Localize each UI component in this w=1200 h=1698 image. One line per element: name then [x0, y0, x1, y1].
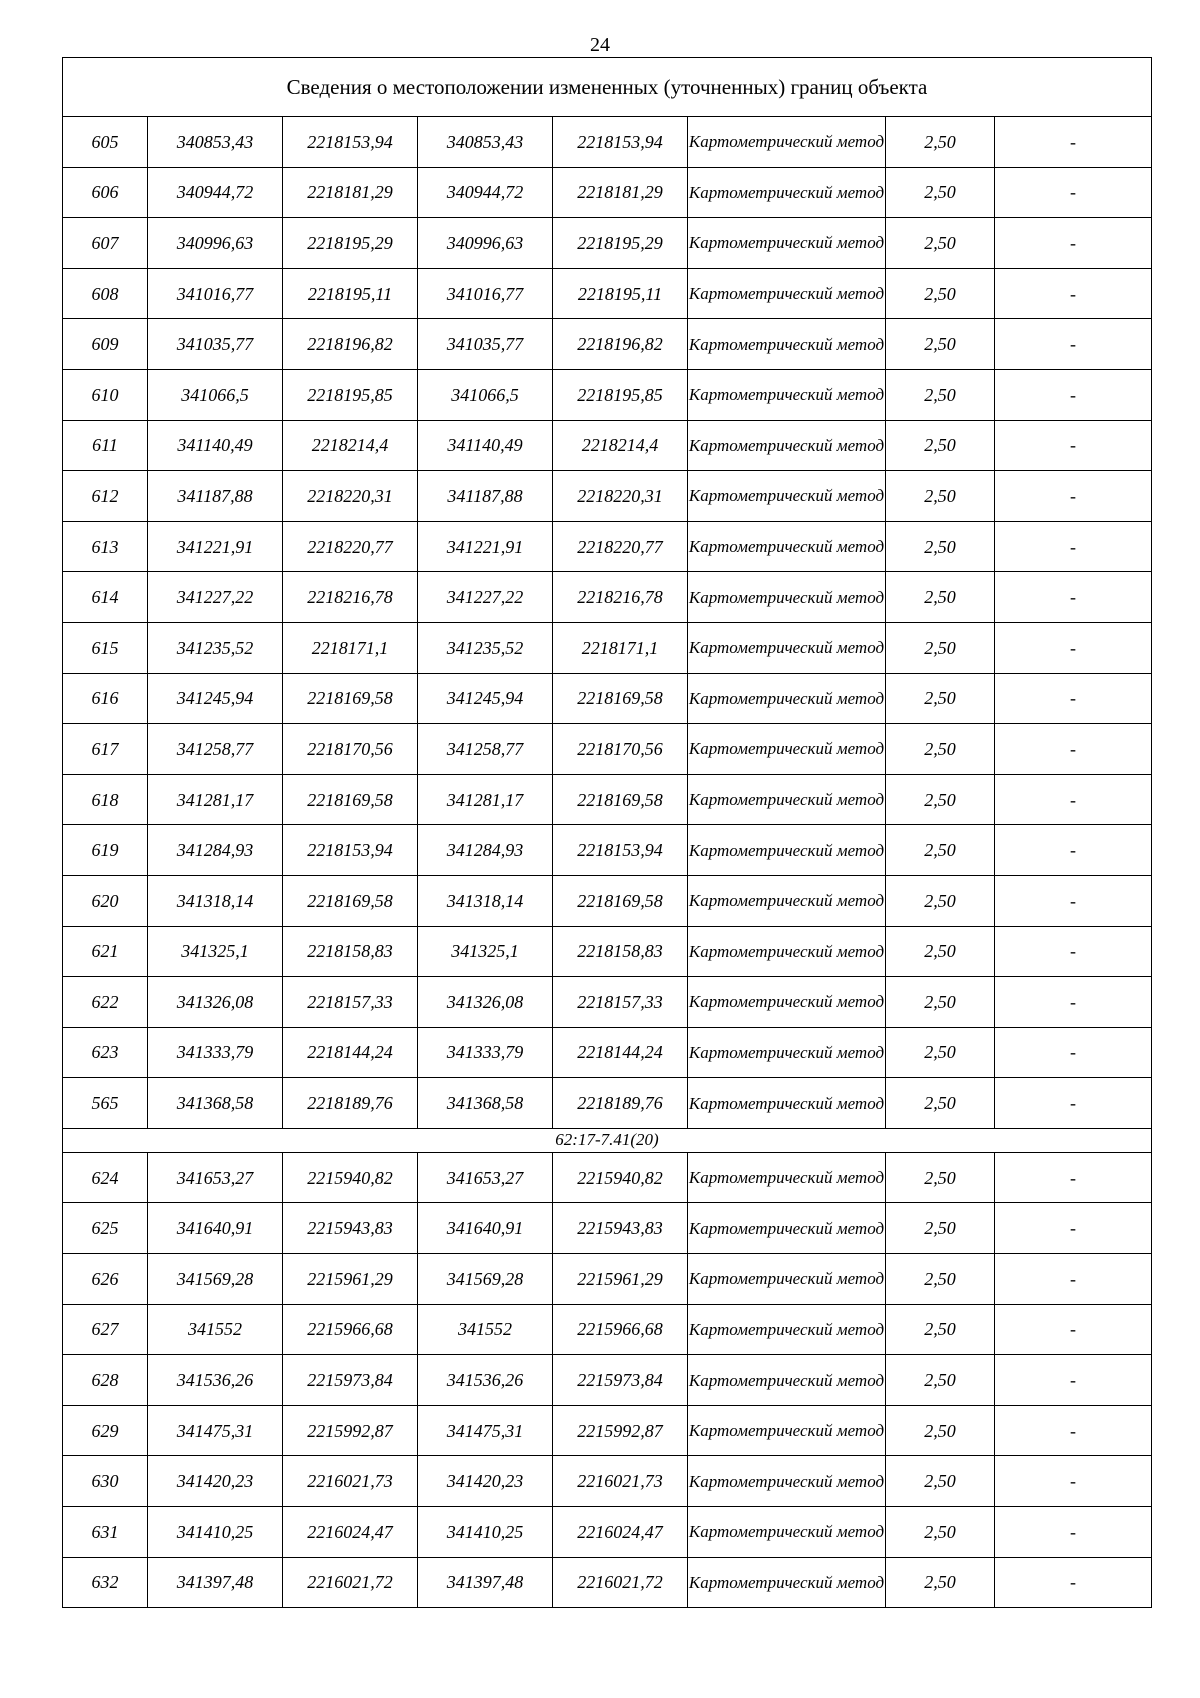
existing-y-cell: 2218158,83 — [283, 926, 418, 977]
accuracy-cell: 2,50 — [886, 875, 995, 926]
new-x-cell: 341281,17 — [418, 774, 553, 825]
note-cell: - — [995, 319, 1152, 370]
table-row — [63, 471, 1152, 522]
method-cell: Картометрический метод — [688, 1203, 886, 1254]
accuracy-cell: 2,50 — [886, 268, 995, 319]
accuracy-cell: 2,50 — [886, 724, 995, 775]
accuracy-cell: 2,50 — [886, 825, 995, 876]
point-number-cell: 625 — [63, 1203, 148, 1254]
method-cell: Картометрический метод — [688, 1027, 886, 1078]
method-cell: Картометрический метод — [688, 774, 886, 825]
note-cell: - — [995, 1304, 1152, 1355]
point-number-cell: 615 — [63, 622, 148, 673]
table-row — [63, 825, 1152, 876]
table-row — [63, 875, 1152, 926]
note-cell: - — [995, 268, 1152, 319]
note-cell: - — [995, 369, 1152, 420]
note-cell: - — [995, 521, 1152, 572]
new-x-cell: 341016,77 — [418, 268, 553, 319]
existing-y-cell: 2215966,68 — [283, 1304, 418, 1355]
existing-y-cell: 2218169,58 — [283, 673, 418, 724]
new-x-cell: 341410,25 — [418, 1507, 553, 1558]
new-y-cell: 2218153,94 — [553, 117, 688, 168]
method-cell: Картометрический метод — [688, 622, 886, 673]
method-cell: Картометрический метод — [688, 1078, 886, 1129]
existing-x-cell: 340996,63 — [148, 218, 283, 269]
accuracy-cell: 2,50 — [886, 1078, 995, 1129]
existing-x-cell: 341227,22 — [148, 572, 283, 623]
table-row — [63, 774, 1152, 825]
new-x-cell: 341368,58 — [418, 1078, 553, 1129]
accuracy-cell: 2,50 — [886, 167, 995, 218]
method-cell: Картометрический метод — [688, 1304, 886, 1355]
existing-y-cell: 2218220,31 — [283, 471, 418, 522]
note-cell: - — [995, 724, 1152, 775]
new-y-cell: 2218189,76 — [553, 1078, 688, 1129]
accuracy-cell: 2,50 — [886, 622, 995, 673]
existing-x-cell: 341333,79 — [148, 1027, 283, 1078]
new-y-cell: 2218153,94 — [553, 825, 688, 876]
note-cell: - — [995, 1355, 1152, 1406]
note-cell: - — [995, 117, 1152, 168]
method-cell: Картометрический метод — [688, 875, 886, 926]
accuracy-cell: 2,50 — [886, 1557, 995, 1608]
point-number-cell: 627 — [63, 1304, 148, 1355]
note-cell: - — [995, 622, 1152, 673]
point-number-cell: 631 — [63, 1507, 148, 1558]
new-y-cell: 2218220,31 — [553, 471, 688, 522]
existing-x-cell: 341368,58 — [148, 1078, 283, 1129]
new-y-cell: 2215943,83 — [553, 1203, 688, 1254]
existing-x-cell: 341326,08 — [148, 977, 283, 1028]
accuracy-cell: 2,50 — [886, 117, 995, 168]
new-x-cell: 341284,93 — [418, 825, 553, 876]
new-y-cell: 2216021,73 — [553, 1456, 688, 1507]
point-number-cell: 626 — [63, 1254, 148, 1305]
new-x-cell: 340944,72 — [418, 167, 553, 218]
new-y-cell: 2218169,58 — [553, 673, 688, 724]
point-number-cell: 628 — [63, 1355, 148, 1406]
method-cell: Картометрический метод — [688, 218, 886, 269]
accuracy-cell: 2,50 — [886, 1254, 995, 1305]
new-y-cell: 2215992,87 — [553, 1405, 688, 1456]
point-number-cell: 623 — [63, 1027, 148, 1078]
existing-y-cell: 2215992,87 — [283, 1405, 418, 1456]
existing-y-cell: 2218220,77 — [283, 521, 418, 572]
table-row — [63, 369, 1152, 420]
point-number-cell: 611 — [63, 420, 148, 471]
existing-x-cell: 341245,94 — [148, 673, 283, 724]
new-x-cell: 341653,27 — [418, 1152, 553, 1203]
table-row — [63, 572, 1152, 623]
existing-x-cell: 341258,77 — [148, 724, 283, 775]
new-x-cell: 341221,91 — [418, 521, 553, 572]
method-cell: Картометрический метод — [688, 1507, 886, 1558]
table-row — [63, 1027, 1152, 1078]
table-row — [63, 1254, 1152, 1305]
note-cell: - — [995, 926, 1152, 977]
existing-y-cell: 2218195,11 — [283, 268, 418, 319]
method-cell: Картометрический метод — [688, 369, 886, 420]
method-cell: Картометрический метод — [688, 521, 886, 572]
existing-x-cell: 341640,91 — [148, 1203, 283, 1254]
new-y-cell: 2216024,47 — [553, 1507, 688, 1558]
existing-y-cell: 2215943,83 — [283, 1203, 418, 1254]
point-number-cell: 605 — [63, 117, 148, 168]
new-y-cell: 2216021,72 — [553, 1557, 688, 1608]
existing-y-cell: 2218195,29 — [283, 218, 418, 269]
note-cell: - — [995, 977, 1152, 1028]
point-number-cell: 618 — [63, 774, 148, 825]
point-number-cell: 632 — [63, 1557, 148, 1608]
existing-x-cell: 341475,31 — [148, 1405, 283, 1456]
method-cell: Картометрический метод — [688, 1557, 886, 1608]
point-number-cell: 610 — [63, 369, 148, 420]
point-number-cell: 613 — [63, 521, 148, 572]
existing-y-cell: 2218181,29 — [283, 167, 418, 218]
accuracy-cell: 2,50 — [886, 572, 995, 623]
existing-x-cell: 341410,25 — [148, 1507, 283, 1558]
new-x-cell: 341066,5 — [418, 369, 553, 420]
existing-x-cell: 341281,17 — [148, 774, 283, 825]
accuracy-cell: 2,50 — [886, 926, 995, 977]
existing-y-cell: 2216024,47 — [283, 1507, 418, 1558]
note-cell: - — [995, 471, 1152, 522]
note-cell: - — [995, 875, 1152, 926]
new-x-cell: 341536,26 — [418, 1355, 553, 1406]
existing-x-cell: 341035,77 — [148, 319, 283, 370]
existing-x-cell: 341016,77 — [148, 268, 283, 319]
new-y-cell: 2218144,24 — [553, 1027, 688, 1078]
note-cell: - — [995, 1456, 1152, 1507]
new-x-cell: 341552 — [418, 1304, 553, 1355]
note-cell: - — [995, 825, 1152, 876]
accuracy-cell: 2,50 — [886, 319, 995, 370]
existing-y-cell: 2215973,84 — [283, 1355, 418, 1406]
point-number-cell: 630 — [63, 1456, 148, 1507]
accuracy-cell: 2,50 — [886, 977, 995, 1028]
existing-y-cell: 2218153,94 — [283, 117, 418, 168]
note-cell: - — [995, 420, 1152, 471]
table-title-row — [63, 58, 1152, 117]
existing-y-cell: 2216021,72 — [283, 1557, 418, 1608]
existing-x-cell: 341284,93 — [148, 825, 283, 876]
table-title: Сведения о местоположении измененных (уточненных) границ объекта — [63, 58, 1152, 117]
new-x-cell: 341333,79 — [418, 1027, 553, 1078]
accuracy-cell: 2,50 — [886, 774, 995, 825]
new-x-cell: 341227,22 — [418, 572, 553, 623]
existing-x-cell: 341235,52 — [148, 622, 283, 673]
new-x-cell: 341035,77 — [418, 319, 553, 370]
note-cell: - — [995, 1254, 1152, 1305]
existing-x-cell: 341420,23 — [148, 1456, 283, 1507]
new-x-cell: 341475,31 — [418, 1405, 553, 1456]
table-row — [63, 1507, 1152, 1558]
new-x-cell: 341245,94 — [418, 673, 553, 724]
new-y-cell: 2218171,1 — [553, 622, 688, 673]
method-cell: Картометрический метод — [688, 1152, 886, 1203]
method-cell: Картометрический метод — [688, 926, 886, 977]
table-row — [63, 724, 1152, 775]
new-y-cell: 2218169,58 — [553, 875, 688, 926]
note-cell: - — [995, 1078, 1152, 1129]
new-x-cell: 341187,88 — [418, 471, 553, 522]
point-number-cell: 620 — [63, 875, 148, 926]
table-row — [63, 218, 1152, 269]
accuracy-cell: 2,50 — [886, 1355, 995, 1406]
existing-x-cell: 341397,48 — [148, 1557, 283, 1608]
boundary-coordinates-table — [62, 57, 1152, 1608]
point-number-cell: 621 — [63, 926, 148, 977]
page-number: 24 — [590, 34, 610, 56]
existing-y-cell: 2218157,33 — [283, 977, 418, 1028]
table-row — [63, 1355, 1152, 1406]
new-x-cell: 340996,63 — [418, 218, 553, 269]
method-cell: Картометрический метод — [688, 977, 886, 1028]
existing-x-cell: 341140,49 — [148, 420, 283, 471]
method-cell: Картометрический метод — [688, 572, 886, 623]
existing-x-cell: 341325,1 — [148, 926, 283, 977]
new-y-cell: 2218157,33 — [553, 977, 688, 1028]
existing-y-cell: 2218171,1 — [283, 622, 418, 673]
note-cell: - — [995, 1027, 1152, 1078]
existing-y-cell: 2218195,85 — [283, 369, 418, 420]
table-row — [63, 1203, 1152, 1254]
point-number-cell: 617 — [63, 724, 148, 775]
accuracy-cell: 2,50 — [886, 1152, 995, 1203]
new-y-cell: 2218195,29 — [553, 218, 688, 269]
existing-y-cell: 2215940,82 — [283, 1152, 418, 1203]
method-cell: Картометрический метод — [688, 117, 886, 168]
existing-y-cell: 2218170,56 — [283, 724, 418, 775]
point-number-cell: 616 — [63, 673, 148, 724]
new-x-cell: 340853,43 — [418, 117, 553, 168]
point-number-cell: 624 — [63, 1152, 148, 1203]
point-number-cell: 612 — [63, 471, 148, 522]
method-cell: Картометрический метод — [688, 471, 886, 522]
new-x-cell: 341258,77 — [418, 724, 553, 775]
new-x-cell: 341326,08 — [418, 977, 553, 1028]
table-row — [63, 622, 1152, 673]
new-x-cell: 341569,28 — [418, 1254, 553, 1305]
point-number-cell: 622 — [63, 977, 148, 1028]
note-cell: - — [995, 167, 1152, 218]
accuracy-cell: 2,50 — [886, 1027, 995, 1078]
table-row — [63, 926, 1152, 977]
new-y-cell: 2215940,82 — [553, 1152, 688, 1203]
method-cell: Картометрический метод — [688, 1254, 886, 1305]
new-x-cell: 341420,23 — [418, 1456, 553, 1507]
new-y-cell: 2218158,83 — [553, 926, 688, 977]
method-cell: Картометрический метод — [688, 1355, 886, 1406]
method-cell: Картометрический метод — [688, 825, 886, 876]
new-x-cell: 341318,14 — [418, 875, 553, 926]
existing-x-cell: 341187,88 — [148, 471, 283, 522]
new-y-cell: 2218195,11 — [553, 268, 688, 319]
table-row — [63, 1152, 1152, 1203]
accuracy-cell: 2,50 — [886, 1304, 995, 1355]
accuracy-cell: 2,50 — [886, 1507, 995, 1558]
existing-y-cell: 2215961,29 — [283, 1254, 418, 1305]
existing-x-cell: 341552 — [148, 1304, 283, 1355]
new-x-cell: 341397,48 — [418, 1557, 553, 1608]
note-cell: - — [995, 1203, 1152, 1254]
new-y-cell: 2218195,85 — [553, 369, 688, 420]
table-row — [63, 1304, 1152, 1355]
accuracy-cell: 2,50 — [886, 218, 995, 269]
point-number-cell: 609 — [63, 319, 148, 370]
table-row — [63, 167, 1152, 218]
point-number-cell: 565 — [63, 1078, 148, 1129]
table-row — [63, 1456, 1152, 1507]
method-cell: Картометрический метод — [688, 673, 886, 724]
method-cell: Картометрический метод — [688, 1456, 886, 1507]
new-x-cell: 341325,1 — [418, 926, 553, 977]
new-y-cell: 2215973,84 — [553, 1355, 688, 1406]
method-cell: Картометрический метод — [688, 1405, 886, 1456]
existing-y-cell: 2218196,82 — [283, 319, 418, 370]
point-number-cell: 614 — [63, 572, 148, 623]
new-y-cell: 2218196,82 — [553, 319, 688, 370]
accuracy-cell: 2,50 — [886, 673, 995, 724]
accuracy-cell: 2,50 — [886, 471, 995, 522]
existing-x-cell: 340853,43 — [148, 117, 283, 168]
table-row — [63, 977, 1152, 1028]
method-cell: Картометрический метод — [688, 319, 886, 370]
existing-x-cell: 341221,91 — [148, 521, 283, 572]
table-row — [63, 420, 1152, 471]
existing-y-cell: 2216021,73 — [283, 1456, 418, 1507]
method-cell: Картометрический метод — [688, 724, 886, 775]
point-number-cell: 606 — [63, 167, 148, 218]
existing-x-cell: 341569,28 — [148, 1254, 283, 1305]
new-y-cell: 2218181,29 — [553, 167, 688, 218]
note-cell: - — [995, 673, 1152, 724]
new-x-cell: 341140,49 — [418, 420, 553, 471]
note-cell: - — [995, 774, 1152, 825]
accuracy-cell: 2,50 — [886, 1456, 995, 1507]
table-row — [63, 117, 1152, 168]
note-cell: - — [995, 572, 1152, 623]
point-number-cell: 619 — [63, 825, 148, 876]
method-cell: Картометрический метод — [688, 420, 886, 471]
point-number-cell: 629 — [63, 1405, 148, 1456]
accuracy-cell: 2,50 — [886, 369, 995, 420]
note-cell: - — [995, 1405, 1152, 1456]
existing-y-cell: 2218169,58 — [283, 875, 418, 926]
new-y-cell: 2218169,58 — [553, 774, 688, 825]
new-y-cell: 2215961,29 — [553, 1254, 688, 1305]
accuracy-cell: 2,50 — [886, 420, 995, 471]
table-row — [63, 268, 1152, 319]
new-y-cell: 2215966,68 — [553, 1304, 688, 1355]
point-number-cell: 608 — [63, 268, 148, 319]
existing-y-cell: 2218216,78 — [283, 572, 418, 623]
existing-x-cell: 340944,72 — [148, 167, 283, 218]
table-row — [63, 319, 1152, 370]
table-row — [63, 673, 1152, 724]
table-row — [63, 1557, 1152, 1608]
note-cell: - — [995, 1152, 1152, 1203]
accuracy-cell: 2,50 — [886, 521, 995, 572]
existing-y-cell: 2218189,76 — [283, 1078, 418, 1129]
existing-x-cell: 341653,27 — [148, 1152, 283, 1203]
accuracy-cell: 2,50 — [886, 1203, 995, 1254]
table-row — [63, 521, 1152, 572]
section-header-row — [63, 1128, 1152, 1152]
existing-y-cell: 2218169,58 — [283, 774, 418, 825]
accuracy-cell: 2,50 — [886, 1405, 995, 1456]
existing-x-cell: 341066,5 — [148, 369, 283, 420]
new-x-cell: 341235,52 — [418, 622, 553, 673]
note-cell: - — [995, 218, 1152, 269]
table-row — [63, 1078, 1152, 1129]
existing-x-cell: 341536,26 — [148, 1355, 283, 1406]
existing-y-cell: 2218144,24 — [283, 1027, 418, 1078]
note-cell: - — [995, 1557, 1152, 1608]
table-row — [63, 1405, 1152, 1456]
new-y-cell: 2218216,78 — [553, 572, 688, 623]
existing-y-cell: 2218214,4 — [283, 420, 418, 471]
note-cell: - — [995, 1507, 1152, 1558]
existing-x-cell: 341318,14 — [148, 875, 283, 926]
new-y-cell: 2218220,77 — [553, 521, 688, 572]
method-cell: Картометрический метод — [688, 167, 886, 218]
point-number-cell: 607 — [63, 218, 148, 269]
existing-y-cell: 2218153,94 — [283, 825, 418, 876]
section-label: 62:17-7.41(20) — [63, 1128, 1152, 1152]
new-y-cell: 2218170,56 — [553, 724, 688, 775]
new-x-cell: 341640,91 — [418, 1203, 553, 1254]
method-cell: Картометрический метод — [688, 268, 886, 319]
new-y-cell: 2218214,4 — [553, 420, 688, 471]
